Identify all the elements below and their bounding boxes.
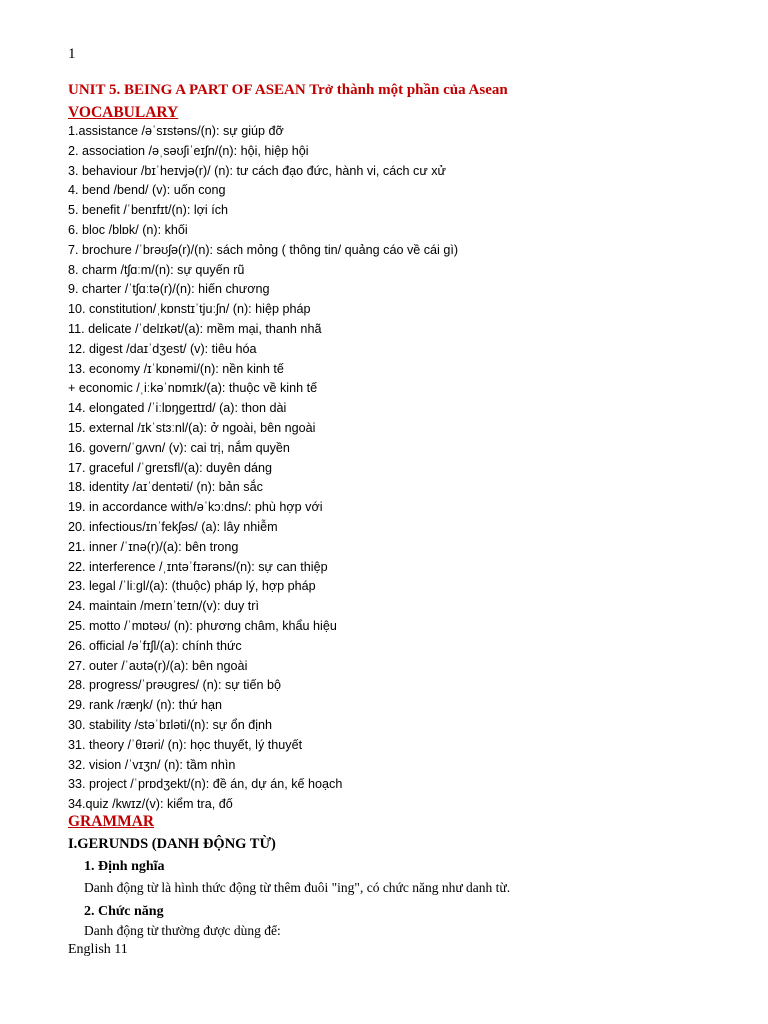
vocab-item: 16. govern/ˈɡʌvn/ (v): cai trị, nắm quyền — [68, 440, 290, 455]
vocab-item: 26. official /əˈfɪʃl/(a): chính thức — [68, 638, 242, 653]
vocab-item: 33. project /ˈprɒdʒekt/(n): đề án, dự án, kế hoạch — [68, 777, 343, 792]
vocab-item: 6. bloc /blɒk/ (n): khối — [68, 222, 188, 237]
page-number: 1 — [68, 46, 76, 62]
vocab-item: 2. association /əˌsəʊʃiˈeɪʃn/(n): hội, hiệp hội — [68, 143, 309, 158]
vocab-item: 15. external /ɪkˈstɜːnl/(a): ở ngoài, bên ngoài — [68, 420, 316, 435]
vocab-item: 7. brochure /ˈbrəʊʃə(r)/(n): sách mỏng ( thông tin/ quảng cáo về cái gì) — [68, 242, 459, 257]
vocab-item: 21. inner /ˈɪnə(r)/(a): bên trong — [68, 539, 239, 554]
vocab-item: 17. graceful /ˈɡreɪsfl/(a): duyên dáng — [68, 460, 272, 475]
vocab-item: 18. identity /aɪˈdentəti/ (n): bản sắc — [68, 480, 263, 495]
vocab-item: 25. motto /ˈmɒtəʊ/ (n): phương châm, khẩu hiệu — [68, 618, 337, 633]
vocab-item: 10. constitution/ˌkɒnstɪˈtjuːʃn/ (n): hiệp pháp — [68, 302, 311, 317]
vocab-item: 8. charm /tʃɑːm/(n): sự quyến rũ — [68, 262, 245, 277]
vocab-item: 3. behaviour /bɪˈheɪvjə(r)/ (n): tư cách đạo đức, hành vi, cách cư xử — [68, 163, 446, 178]
function-title: 2. Chức năng — [84, 904, 164, 919]
vocab-item: 27. outer /ˈaʊtə(r)/(a): bên ngoài — [68, 658, 248, 673]
page-footer: English 11 — [68, 942, 128, 957]
vocab-item: 29. rank /ræŋk/ (n): thứ hạn — [68, 698, 223, 713]
unit-title: UNIT 5. BEING A PART OF ASEAN Trở thành một phần của Asean — [68, 82, 508, 98]
vocab-item: 32. vision /ˈvɪʒn/ (n): tầm nhìn — [68, 757, 236, 772]
vocabulary-heading: VOCABULARY — [68, 104, 179, 121]
gerunds-subtitle: I.GERUNDS (DANH ĐỘNG TỪ) — [68, 836, 276, 852]
vocab-item: 24. maintain /meɪnˈteɪn/(v): duy trì — [68, 599, 259, 614]
vocab-item: 1.assistance /əˈsɪstəns/(n): sự giúp đỡ — [68, 124, 284, 138]
vocab-item: 30. stability /stəˈbɪləti/(n): sự ổn định — [68, 717, 273, 732]
vocab-item: 28. progress/ˈprəʊɡres/ (n): sự tiến bộ — [68, 678, 281, 693]
vocab-item: 22. interference /ˌɪntəˈfɪərəns/(n): sự can thiệp — [68, 559, 328, 574]
function-text: Danh động từ thường được dùng để: — [84, 923, 281, 938]
vocab-item: + economic /ˌiːkəˈnɒmɪk/(a): thuộc về kinh tế — [68, 381, 318, 396]
vocab-item: 20. infectious/ɪnˈfekʃəs/ (a): lây nhiễm — [68, 519, 278, 534]
vocab-item: 14. elongated /ˈiːlɒŋɡeɪtɪd/ (a): thon dài — [68, 401, 287, 416]
vocab-item: 5. benefit /ˈbenɪfɪt/(n): lợi ích — [68, 203, 229, 218]
vocab-item: 12. digest /daɪˈdʒest/ (v): tiêu hóa — [68, 341, 257, 356]
vocab-item: 9. charter /ˈtʃɑːtə(r)/(n): hiến chương — [68, 282, 270, 297]
vocab-item: 31. theory /ˈθɪəri/ (n): học thuyết, lý thuyết — [68, 737, 303, 752]
vocab-item: 11. delicate /ˈdelɪkət/(a): mềm mại, thanh nhã — [68, 321, 322, 336]
vocabulary-list — [68, 122, 748, 815]
vocab-item: 19. in accordance with/əˈkɔːdns/: phù hợp với — [68, 500, 323, 515]
vocab-item: 23. legal /ˈliːɡl/(a): (thuộc) pháp lý, hợp pháp — [68, 579, 316, 594]
definition-text: Danh động từ là hình thức động từ thêm đuôi "ing", có chức năng như danh từ. — [84, 880, 511, 895]
vocab-item: 34.quiz /kwɪz/(v): kiểm tra, đố — [68, 797, 233, 812]
vocab-item: 4. bend /bend/ (v): uốn cong — [68, 183, 226, 198]
definition-title: 1. Định nghĩa — [84, 859, 165, 874]
vocab-item: 13. economy /ɪˈkɒnəmi/(n): nền kinh tế — [68, 361, 284, 376]
grammar-heading: GRAMMAR — [68, 813, 155, 830]
